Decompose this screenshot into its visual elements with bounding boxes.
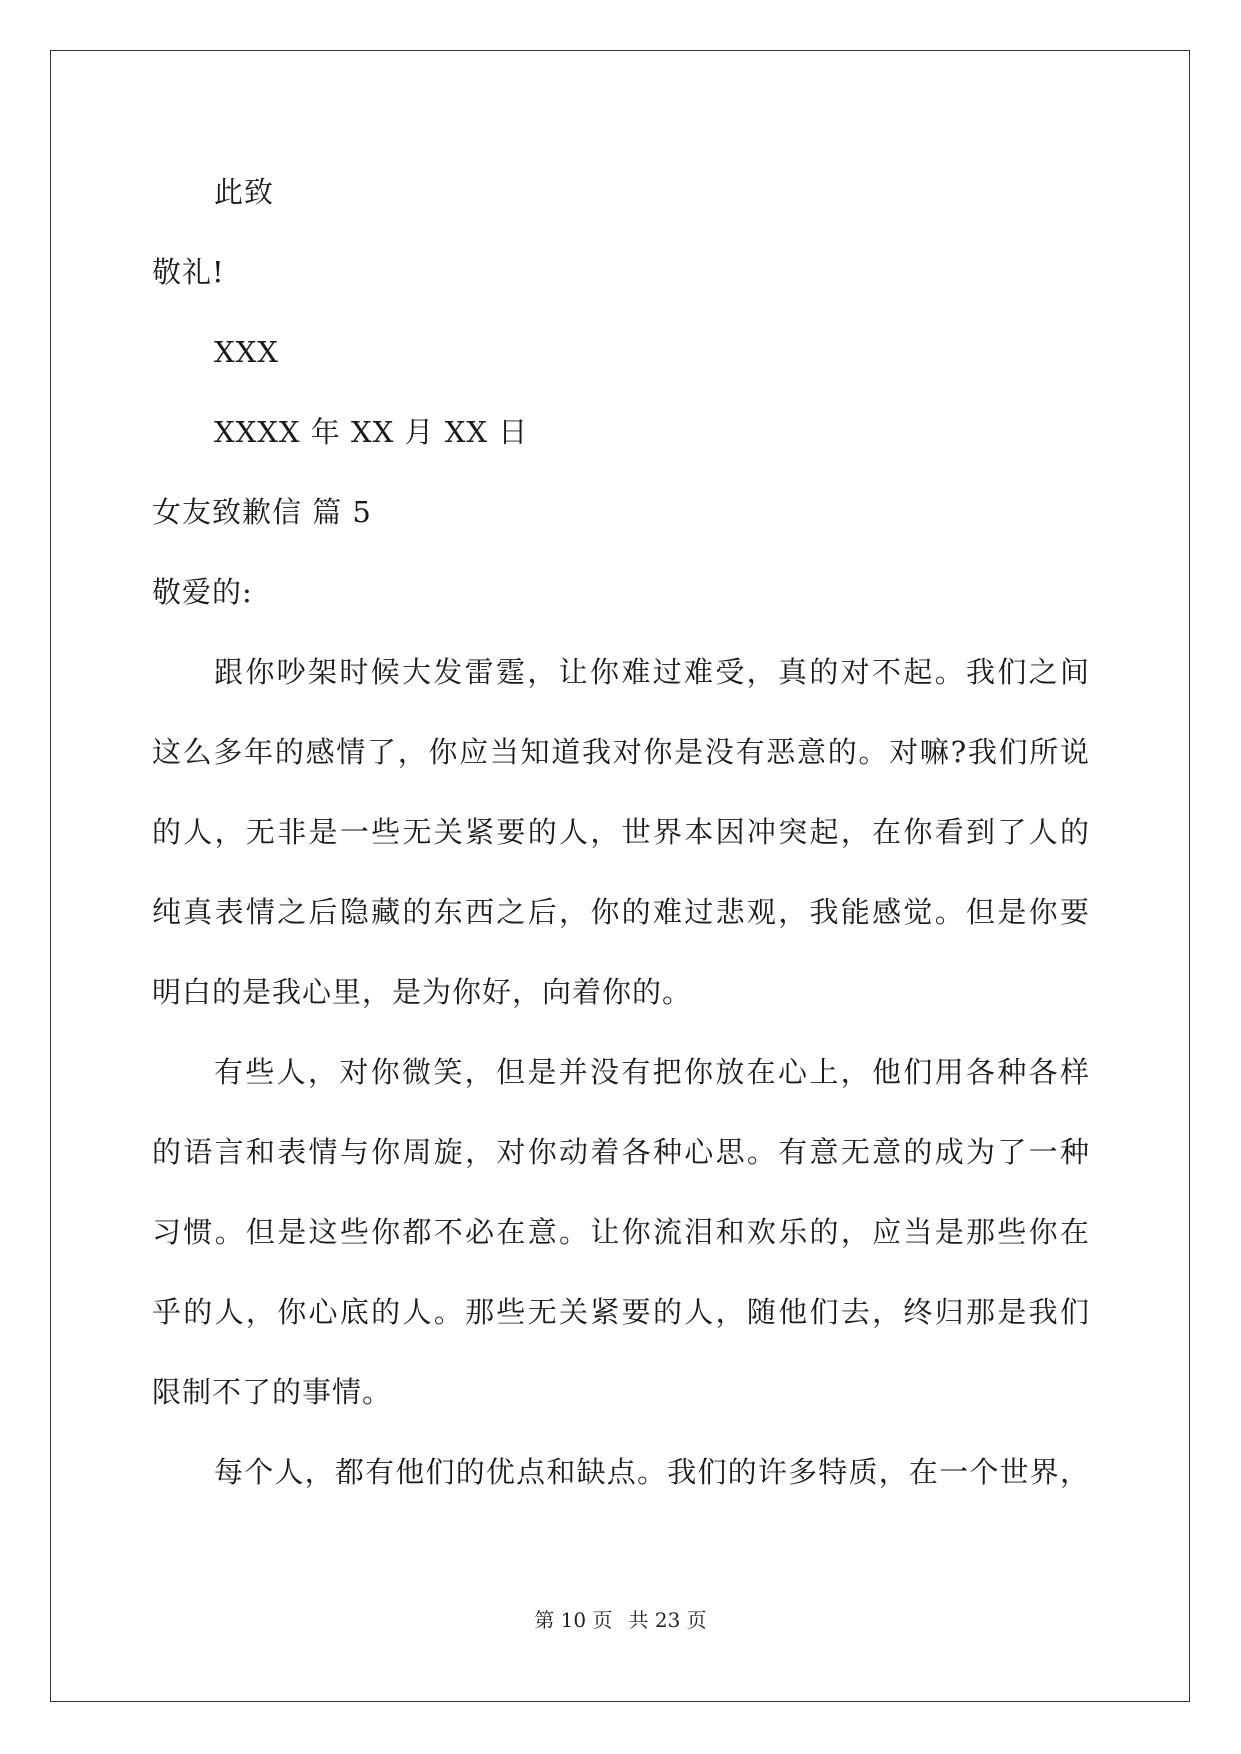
letter-date: XXXX 年 XX 月 XX 日 bbox=[214, 415, 529, 449]
paragraph-2-line-1: 有些人，对你微笑，但是并没有把你放在心上，他们用各种各样 bbox=[214, 1055, 1090, 1089]
paragraph-1-line-3: 的人，无非是一些无关紧要的人，世界本因冲突起，在你看到了人的 bbox=[152, 815, 1090, 849]
paragraph-1-line-4: 纯真表情之后隐藏的东西之后，你的难过悲观，我能感觉。但是你要 bbox=[152, 895, 1090, 929]
letter-greeting: 敬爱的: bbox=[152, 575, 253, 609]
closing-regards: 敬礼! bbox=[152, 255, 225, 289]
page-footer bbox=[0, 1608, 1241, 1632]
paragraph-1-line-2: 这么多年的感情了，你应当知道我对你是没有恶意的。对嘛?我们所说 bbox=[152, 735, 1090, 769]
page-total: 共 23 页 bbox=[628, 1608, 707, 1632]
paragraph-2-line-4: 乎的人，你心底的人。那些无关紧要的人，随他们去，终归那是我们 bbox=[152, 1295, 1090, 1329]
page-number: 第 10 页 bbox=[534, 1608, 613, 1632]
section-title: 女友致歉信 篇 5 bbox=[152, 495, 372, 529]
paragraph-3-line-1: 每个人，都有他们的优点和缺点。我们的许多特质，在一个世界， bbox=[214, 1455, 1090, 1489]
paragraph-1-line-1: 跟你吵架时候大发雷霆，让你难过难受，真的对不起。我们之间 bbox=[214, 655, 1090, 689]
paragraph-1-line-5: 明白的是我心里，是为你好，向着你的。 bbox=[152, 975, 693, 1009]
paragraph-2-line-2: 的语言和表情与你周旋，对你动着各种心思。有意无意的成为了一种 bbox=[152, 1135, 1090, 1169]
closing-salutation: 此致 bbox=[214, 175, 275, 209]
signature: XXX bbox=[214, 335, 279, 369]
paragraph-2-line-3: 习惯。但是这些你都不必在意。让你流泪和欢乐的，应当是那些你在 bbox=[152, 1215, 1090, 1249]
paragraph-2-line-5: 限制不了的事情。 bbox=[152, 1375, 393, 1409]
